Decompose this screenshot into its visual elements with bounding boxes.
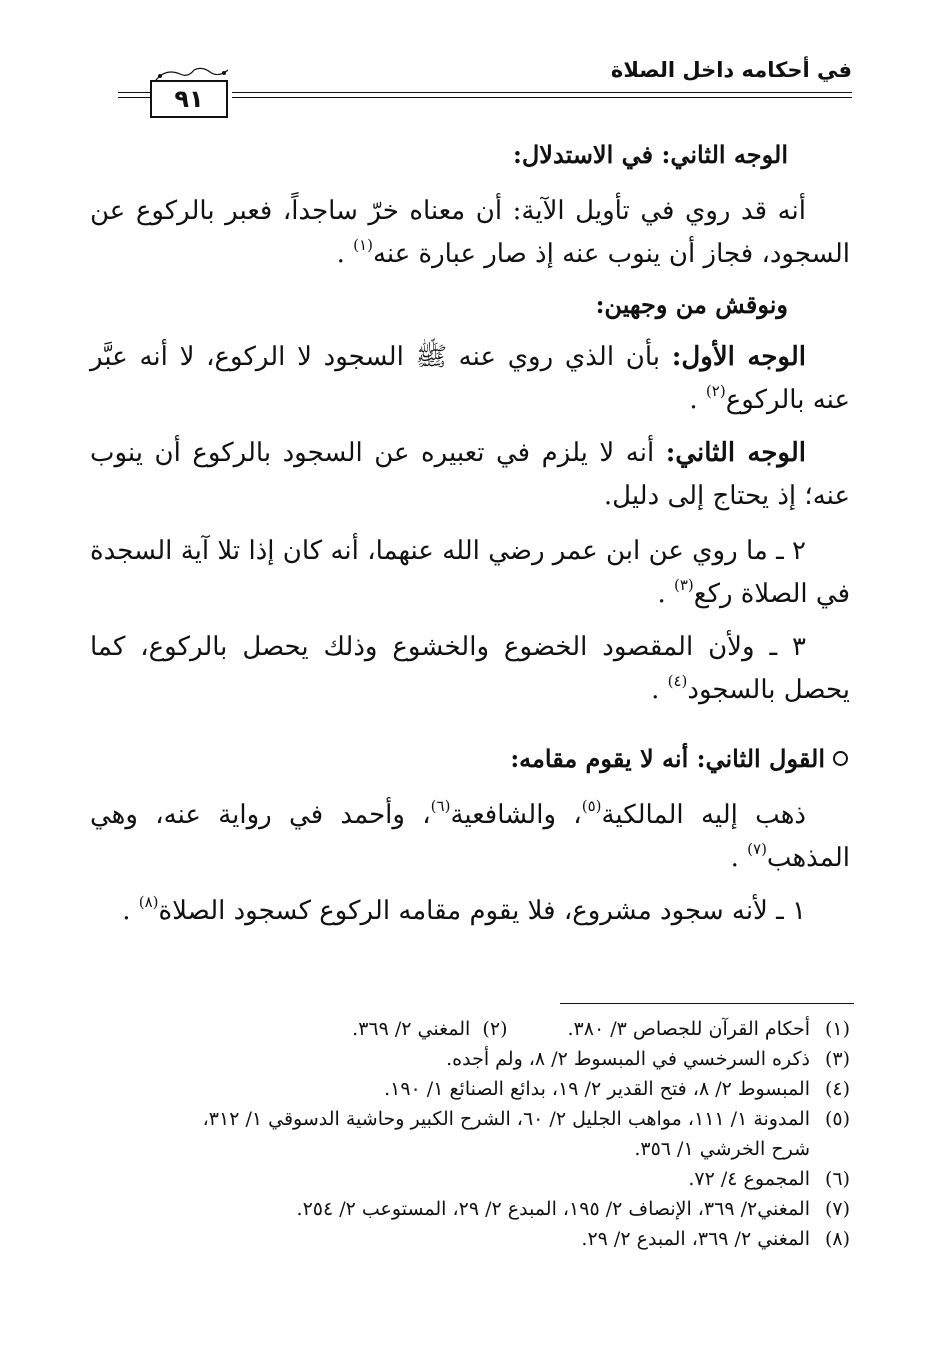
paragraph-prescribed-prostration — [90, 890, 850, 933]
second-opinion-heading-text: القول الثاني: أنه لا يقوم مقامه: — [510, 744, 825, 773]
ibn-umar-text: ٢ ـ ما روي عن ابن عمر رضي الله عنهما، أنه كان إذا تلا آية السجدة في الصلاة ركع — [90, 536, 850, 609]
section-heading-evidence: الوجه الثاني: في الاستدلال: — [513, 140, 788, 169]
footnotes — [110, 1014, 850, 1254]
footnote-6-text: المجموع ٤/ ٧٢. — [688, 1168, 810, 1190]
footnote-line — [110, 1044, 850, 1074]
footnote-7-text: المغني٢/ ٣٦٩، الإنصاف ٢/ ١٩٥، المبدع ٢/ ٢٩، المستوعب ٢/ ٢٥٤. — [296, 1198, 810, 1220]
header-rule-bottom — [232, 97, 852, 98]
footnote-1-text: أحكام القرآن للجصاص ٣/ ٣٨٠. — [567, 1018, 810, 1040]
footnote-separator — [560, 1003, 854, 1004]
footnote-number: (٥) — [824, 1108, 850, 1130]
header-rule-top — [232, 92, 852, 93]
period: . — [651, 675, 660, 705]
footnote-ref-7: (٧) — [747, 840, 767, 858]
second-aspect-text: أنه لا يلزم في تعبيره عن السجود بالركوع أن ينوب عنه؛ إذ يحتاج إلى دليل. — [90, 438, 850, 511]
footnote-ref-8: (٨) — [138, 893, 159, 911]
period: . — [730, 843, 739, 873]
footnote-8-text: المغني ٢/ ٣٦٩، المبدع ٢/ ٢٩. — [581, 1228, 810, 1250]
paragraph-ibn-umar — [90, 530, 850, 616]
footnote-number: (٤) — [824, 1078, 850, 1100]
paragraph-madhhab — [90, 794, 850, 880]
footnote-ref-5: (٥) — [581, 797, 602, 815]
page-number: ٩١ — [150, 80, 228, 118]
madhhab-text-b: ، والشافعية — [450, 800, 582, 830]
footnote-line — [110, 1014, 850, 1044]
period: . — [657, 579, 666, 609]
footnote-3-text: ذكره السرخسي في المبسوط ٢/ ٨، ولم أجده. — [446, 1048, 810, 1070]
prescribed-prostration-text: ١ ـ لأنه سجود مشروع، فلا يقوم مقامه الركوع كسجود الصلاة — [158, 896, 806, 926]
footnote-5-text: المدونة ١/ ١١١، مواهب الجليل ٢/ ٦٠، الشرح الكبير وحاشية الدسوقي ١/ ٣١٢، — [202, 1108, 810, 1130]
second-aspect-label: الوجه الثاني: — [665, 438, 806, 468]
footnote-ref-6: (٦) — [430, 797, 451, 815]
section-heading-objection: ونوقش من وجهين: — [595, 290, 788, 319]
footnote-ref-4: (٤) — [667, 672, 688, 690]
footnote-line — [110, 1224, 850, 1254]
footnote-5-continuation: شرح الخرشي ١/ ٣٥٦. — [634, 1138, 810, 1160]
footnote-ref-3: (٣) — [673, 576, 694, 594]
header-rule-left-bottom — [118, 97, 150, 98]
footnote-line — [110, 1074, 850, 1104]
footnote-4-text: المبسوط ٢/ ٨، فتح القدير ٢/ ١٩، بدائع الصنائع ١/ ١٩٠. — [384, 1078, 810, 1100]
footnote-ref-2: (٢) — [705, 382, 726, 400]
madhhab-text-a: ذهب إليه المالكية — [601, 800, 806, 830]
footnote-line — [110, 1104, 850, 1134]
footnote-number: (١) — [824, 1018, 850, 1040]
paragraph-interpretation — [90, 190, 850, 276]
section-heading-second-opinion — [510, 744, 848, 773]
paragraph-interpretation-text: أنه قد روي في تأويل الآية: أن معناه خرّ ساجداً، فعبر بالركوع عن السجود، فجاز أن ينوب عنه إذ صار عبارة عنه — [90, 196, 850, 269]
paragraph-first-aspect — [90, 336, 850, 422]
period: . — [122, 896, 131, 926]
footnote-number: (٨) — [824, 1228, 850, 1250]
footnote-ref-1: (١) — [353, 236, 373, 254]
footnote-line — [110, 1194, 850, 1224]
footnote-number: (٧) — [824, 1198, 850, 1220]
first-aspect-text: بأن الذي روي عنه ﷺ السجود لا الركوع، لا أنه عبَّر عنه بالركوع — [90, 342, 850, 415]
first-aspect-label: الوجه الأول: — [671, 342, 806, 372]
footnote-number: (٦) — [824, 1168, 850, 1190]
madhhab-text-c: ، وأحمد في رواية عنه، وهي المذهب — [90, 800, 850, 873]
footnote-number: (٣) — [824, 1048, 850, 1070]
running-header-title: في أحكامه داخل الصلاة — [610, 58, 852, 82]
period: . — [336, 239, 345, 269]
footnote-text — [110, 1014, 810, 1044]
header-rule-left-top — [118, 92, 150, 93]
humility-text: ٣ ـ ولأن المقصود الخضوع والخشوع وذلك يحصل بالركوع، كما يحصل بالسجود — [90, 632, 850, 705]
footnote-2-text: المغني ٢/ ٣٦٩. — [352, 1018, 471, 1040]
period: . — [689, 385, 698, 415]
paragraph-humility — [90, 626, 850, 712]
footnote-number: (٢) — [482, 1018, 508, 1040]
paragraph-second-aspect — [90, 432, 850, 518]
footnote-line — [110, 1164, 850, 1194]
circle-bullet-icon — [833, 751, 848, 766]
